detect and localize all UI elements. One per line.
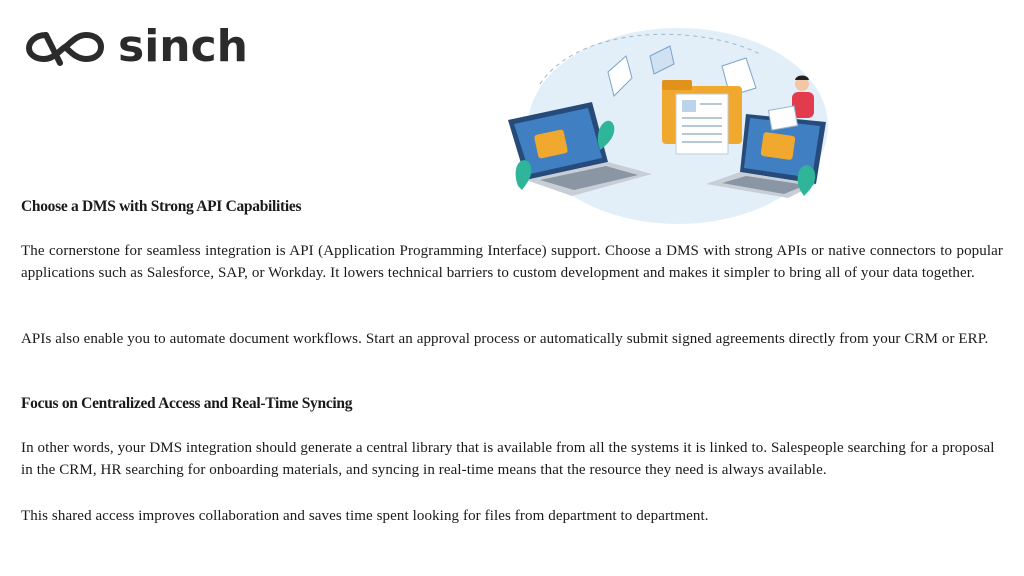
- paragraph-central-library: In other words, your DMS integration should generate a central library that is available from all the systems it is linked to. Salespeople searching for a proposal in the CRM, HR searching for onboarding materials, and syncing in real-time means that the resource they need is always available.: [21, 440, 995, 478]
- section-heading-centralized: Focus on Centralized Access and Real-Time Syncing: [21, 395, 353, 412]
- document-transfer-laptops-illustration: [500, 14, 840, 226]
- infinity-swirl-icon: [26, 27, 104, 67]
- paragraph-shared-access: This shared access improves collaboration and saves time spent looking for files from department to department.: [21, 508, 709, 524]
- brand-name: sinch: [118, 21, 249, 72]
- section-heading-api: Choose a DMS with Strong API Capabilities: [21, 198, 302, 215]
- sinch-logo: [26, 21, 249, 72]
- paragraph-api-workflows: APIs also enable you to automate document workflows. Start an approval process or automatically submit signed agreements directly from your CRM or ERP.: [21, 331, 989, 347]
- paragraph-api-intro: The cornerstone for seamless integration is API (Application Programming Interface) support. Choose a DMS with strong APIs or native connectors to popular applications such as Salesforce, SAP, or Workday. It lowers technical barriers to custom development and makes it simpler to bring all of your data together.: [21, 243, 1003, 281]
